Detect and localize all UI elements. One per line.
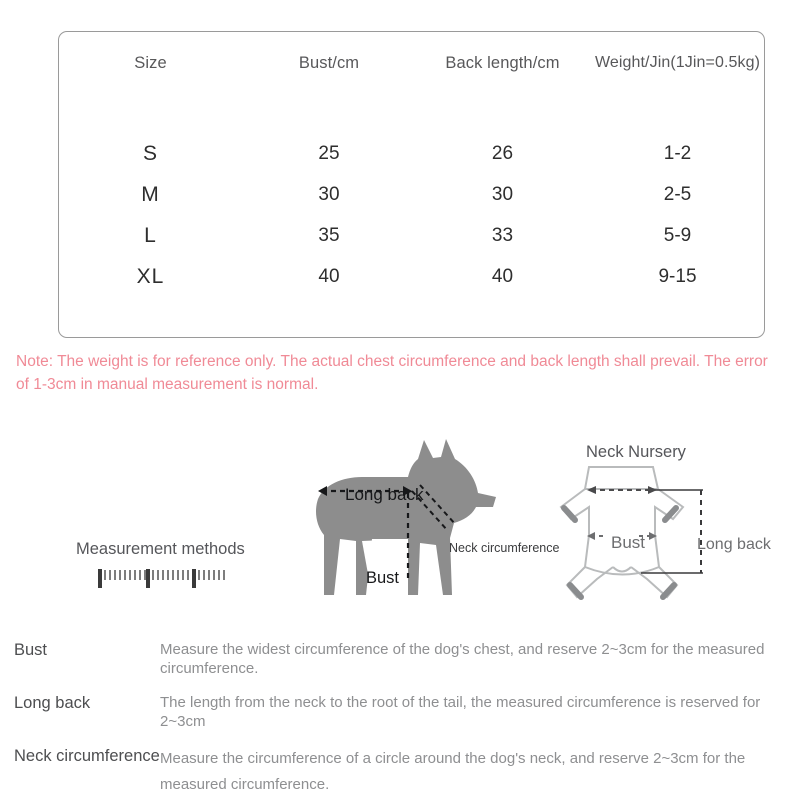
cell-size: S [142, 141, 158, 165]
table-spacer [58, 95, 765, 133]
cell-bust: 30 [318, 183, 340, 205]
cell-weight: 5-9 [663, 224, 692, 246]
cell-size: XL [136, 264, 165, 288]
table-row [58, 256, 765, 297]
dog-silhouette-icon [300, 435, 530, 635]
cell-back: 26 [491, 142, 514, 164]
label-dog-neck-circumference: Neck circumference [449, 541, 560, 555]
cell-back: 30 [491, 183, 514, 205]
cell-back: 40 [491, 265, 514, 287]
ruler-icon [98, 567, 228, 591]
cell-size: M [141, 182, 160, 206]
definition-description: Measure the widest circumference of the dog's chest, and reserve 2~3cm for the measured circumference. [160, 641, 765, 677]
definition-description: The length from the neck to the root of the tail, the measured circumference is reserved for 2~3cm [160, 694, 761, 730]
column-header-bust: Bust/cm [298, 53, 360, 72]
note-text: Note: The weight is for reference only. The actual chest circumference and back length shall prevail. The error of 1-3cm in manual measurement is normal. [16, 353, 768, 393]
size-table [58, 31, 765, 338]
column-header-back-length: Back length/cm [445, 53, 560, 72]
table-row [58, 133, 765, 174]
definition-row [0, 640, 800, 693]
definition-description: Measure the circumference of a circle around the dog's neck, and reserve 2~3cm for the measured circumference. [160, 750, 746, 793]
definitions-list [0, 640, 800, 802]
cell-weight: 9-15 [658, 265, 697, 287]
measurement-diagram [0, 415, 800, 635]
label-garment-bust: Bust [611, 533, 646, 552]
cell-bust: 35 [318, 224, 340, 246]
table-row [58, 174, 765, 215]
definition-row [0, 746, 800, 802]
label-dog-bust: Bust [366, 569, 400, 587]
label-garment-long-back: Long back [697, 536, 771, 553]
column-header-weight: Weight/Jin(1Jin=0.5kg) [594, 54, 761, 71]
cell-weight: 2-5 [663, 183, 692, 205]
cell-weight: 1-2 [663, 142, 692, 164]
cell-bust: 40 [318, 265, 340, 287]
definition-term: Bust [14, 641, 48, 659]
table-row [58, 215, 765, 256]
label-neck-nursery: Neck Nursery [586, 443, 686, 461]
cell-bust: 25 [318, 142, 340, 164]
cell-back: 33 [491, 224, 514, 246]
cell-size: L [144, 223, 157, 247]
definition-term: Long back [14, 694, 91, 712]
definition-term: Neck circumference [14, 747, 160, 765]
column-header-size: Size [134, 53, 167, 72]
measurement-methods-title: Measurement methods [76, 540, 245, 558]
definition-row [0, 693, 800, 746]
table-header-row [58, 31, 765, 95]
label-dog-long-back: Long back [345, 485, 424, 504]
